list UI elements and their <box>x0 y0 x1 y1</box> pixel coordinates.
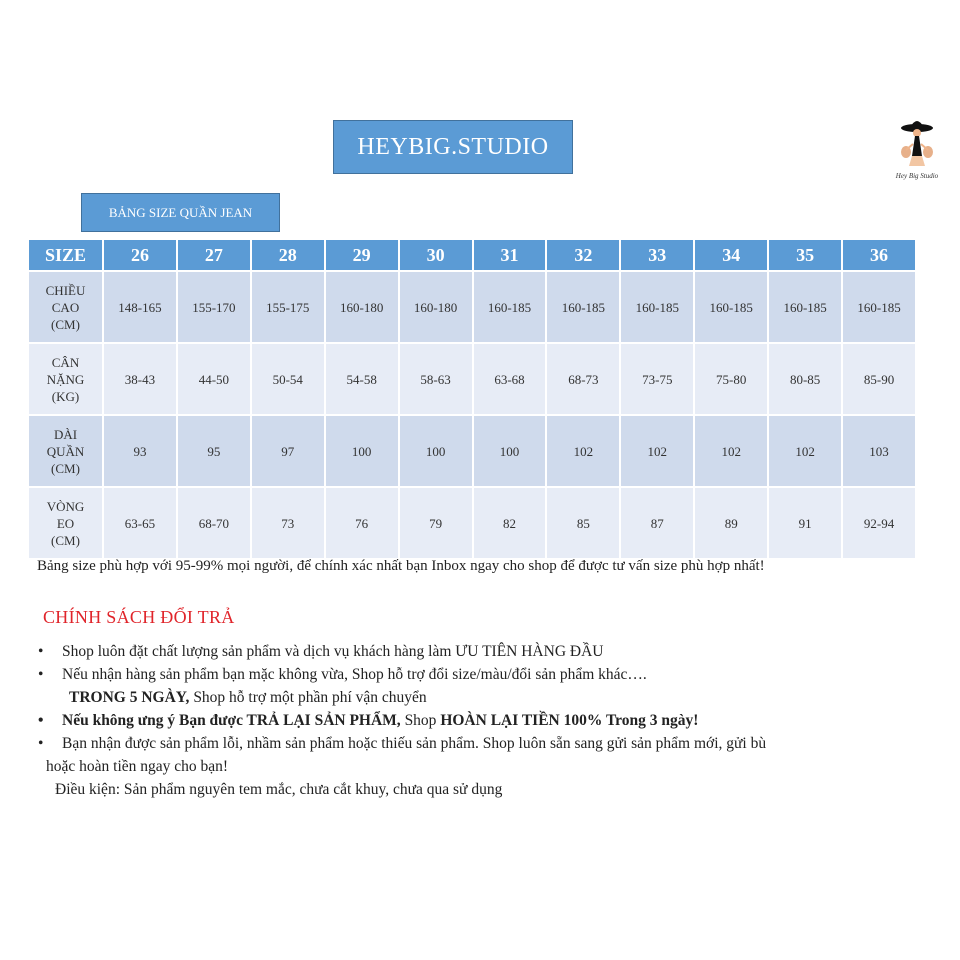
bullet: • <box>38 712 44 729</box>
row-label-line: CAO <box>51 299 80 315</box>
list-item <box>38 663 938 686</box>
policy-emphasis: TRONG 5 NGÀY, <box>69 689 190 706</box>
row-label-line: (CM) <box>51 316 80 332</box>
header-size: 34 <box>694 240 768 271</box>
table-cell: 160-185 <box>546 271 620 343</box>
policy-item-continuation <box>38 755 938 778</box>
row-label-line: DÀI <box>53 426 78 442</box>
table-cell: 75-80 <box>694 343 768 415</box>
table-cell: 50-54 <box>251 343 325 415</box>
brand-title: HEYBIG.STUDIO <box>333 120 573 174</box>
policy-item-text: Bạn nhận được sản phẩm lỗi, nhầm sản phẩm hoặc thiếu sản phẩm. Shop luôn sẵn sang gửi sản phẩm mới, gửi bù <box>62 735 767 752</box>
row-label-line: (CM) <box>51 532 80 548</box>
table-cell: 85 <box>546 487 620 558</box>
list-item <box>38 732 938 755</box>
table-cell: 160-185 <box>620 271 694 343</box>
table-cell: 160-180 <box>325 271 399 343</box>
table-subtitle: BẢNG SIZE QUẦN JEAN <box>81 193 280 232</box>
header-size: 27 <box>177 240 251 271</box>
table-cell: 73 <box>251 487 325 558</box>
table-cell: 54-58 <box>325 343 399 415</box>
table-cell: 63-68 <box>473 343 547 415</box>
bullet: • <box>38 643 44 660</box>
table-cell: 89 <box>694 487 768 558</box>
table-cell: 155-175 <box>251 271 325 343</box>
policy-item-text: Shop luôn đặt chất lượng sản phẩm và dịch vụ khách hàng làm ƯU TIÊN HÀNG ĐẦU <box>62 643 604 660</box>
table-cell: 103 <box>842 415 916 487</box>
bullet: • <box>38 666 44 683</box>
table-cell: 58-63 <box>399 343 473 415</box>
table-cell: 93 <box>103 415 177 487</box>
table-cell: 44-50 <box>177 343 251 415</box>
table-cell: 92-94 <box>842 487 916 558</box>
policy-title: CHÍNH SÁCH ĐỔI TRẢ <box>43 607 235 627</box>
table-row <box>29 271 916 343</box>
table-cell: 73-75 <box>620 343 694 415</box>
table-cell: 82 <box>473 487 547 558</box>
row-label-line: CÂN <box>51 354 80 370</box>
policy-item-continuation <box>38 686 938 709</box>
table-cell: 68-70 <box>177 487 251 558</box>
policy-item-text: Nếu nhận hàng sản phẩm bạn mặc không vừa, Shop hỗ trợ đổi size/màu/đổi sản phẩm khác…. <box>62 666 647 683</box>
header-size: 32 <box>546 240 620 271</box>
brand-logo <box>882 108 952 188</box>
header-size: 35 <box>768 240 842 271</box>
policy-item-text: Shop hỗ trợ một phần phí vận chuyển <box>189 689 427 706</box>
woman-hat-icon <box>882 108 952 172</box>
row-label-line: EO <box>56 515 75 531</box>
table-cell: 102 <box>546 415 620 487</box>
logo-text: Hey Big Studio <box>895 172 939 180</box>
header-size: 28 <box>251 240 325 271</box>
table-row <box>29 487 916 558</box>
row-label <box>29 271 103 343</box>
header-size: 31 <box>473 240 547 271</box>
table-cell: 160-185 <box>473 271 547 343</box>
policy-item-text: hoặc hoàn tiền ngay cho bạn! <box>46 758 229 775</box>
header-size-label: SIZE <box>29 240 103 271</box>
table-row <box>29 343 916 415</box>
table-cell: 100 <box>325 415 399 487</box>
header-size: 33 <box>620 240 694 271</box>
table-cell: 97 <box>251 415 325 487</box>
table-cell: 87 <box>620 487 694 558</box>
row-label-line: CHIỀU <box>45 282 86 298</box>
table-cell: 63-65 <box>103 487 177 558</box>
row-label-line: NẶNG <box>46 371 85 387</box>
table-cell: 102 <box>694 415 768 487</box>
row-label <box>29 415 103 487</box>
header-size: 36 <box>842 240 916 271</box>
table-cell: 160-180 <box>399 271 473 343</box>
row-label-line: VÒNG <box>46 498 85 514</box>
row-label-line: (CM) <box>51 460 80 476</box>
table-cell: 160-185 <box>694 271 768 343</box>
table-cell: 68-73 <box>546 343 620 415</box>
policy-condition: Điều kiện: Sản phẩm nguyên tem mắc, chưa cắt khuy, chưa qua sử dụng <box>55 781 503 798</box>
size-note: Bảng size phù hợp với 95-99% mọi người, để chính xác nhất bạn Inbox ngay cho shop để được tư vấn size phù hợp nhất! <box>37 558 765 574</box>
table-cell: 91 <box>768 487 842 558</box>
list-item <box>38 709 938 732</box>
header-size: 26 <box>103 240 177 271</box>
row-label <box>29 487 103 558</box>
table-cell: 102 <box>768 415 842 487</box>
policy-emphasis: HOÀN LẠI TIỀN 100% Trong 3 ngày! <box>440 712 699 729</box>
policy-item-text: Shop <box>400 712 441 729</box>
row-label-line: QUẦN <box>46 443 85 459</box>
bullet: • <box>38 735 44 752</box>
policy-emphasis: Nếu không ưng ý Bạn được TRẢ LẠI SẢN PHẨM, <box>62 712 401 729</box>
table-cell: 79 <box>399 487 473 558</box>
list-item <box>38 640 938 663</box>
table-cell: 148-165 <box>103 271 177 343</box>
header-size: 30 <box>399 240 473 271</box>
table-cell: 95 <box>177 415 251 487</box>
header-size: 29 <box>325 240 399 271</box>
table-cell: 80-85 <box>768 343 842 415</box>
table-row <box>29 415 916 487</box>
table-cell: 76 <box>325 487 399 558</box>
table-cell: 100 <box>473 415 547 487</box>
table-cell: 155-170 <box>177 271 251 343</box>
table-header-row <box>29 240 916 271</box>
size-table <box>29 240 917 558</box>
policy-list <box>38 640 938 801</box>
table-cell: 100 <box>399 415 473 487</box>
table-cell: 102 <box>620 415 694 487</box>
row-label <box>29 343 103 415</box>
table-cell: 85-90 <box>842 343 916 415</box>
table-cell: 38-43 <box>103 343 177 415</box>
table-cell: 160-185 <box>768 271 842 343</box>
row-label-line: (KG) <box>51 388 80 404</box>
table-cell: 160-185 <box>842 271 916 343</box>
